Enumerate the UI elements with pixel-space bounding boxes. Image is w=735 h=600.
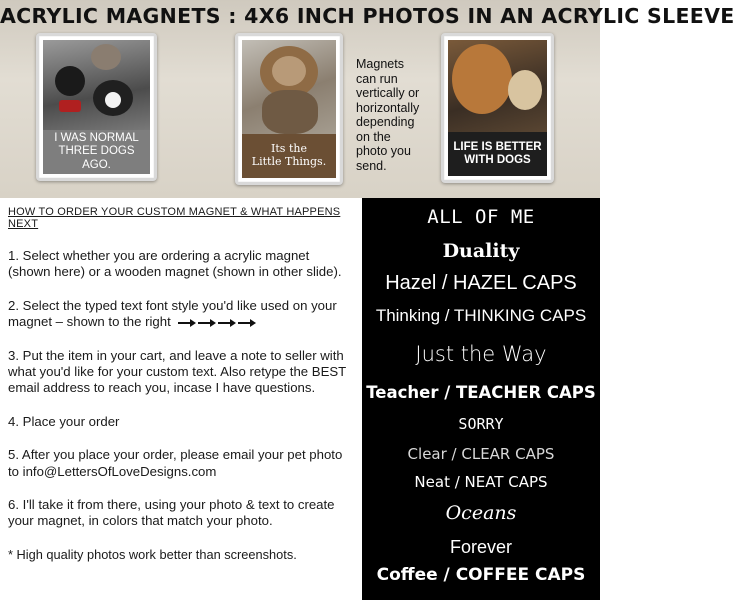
note-line: photo you bbox=[356, 144, 411, 158]
arrows-right-icon bbox=[178, 318, 256, 328]
orientation-note bbox=[356, 57, 434, 173]
note-line: send. bbox=[356, 158, 387, 173]
instruction-step-4: 4. Place your order bbox=[8, 413, 120, 429]
step-text: 2. Select the typed text font style you'd like used on your magnet – shown to the right bbox=[8, 297, 337, 330]
caption-line: I WAS NORMAL bbox=[54, 132, 139, 145]
order-instructions bbox=[0, 198, 362, 600]
magnet-caption-3 bbox=[448, 132, 547, 176]
font-sample-just-the-way: Just the Way bbox=[415, 342, 547, 366]
font-sample-clear: Clear / CLEAR CAPS bbox=[407, 445, 555, 463]
caption-line: THREE DOGS AGO. bbox=[58, 145, 135, 171]
magnet-sample-yorkie bbox=[235, 33, 343, 185]
note-line: can run bbox=[356, 71, 398, 86]
caption-line: Little Things. bbox=[251, 155, 327, 168]
instruction-step-2 bbox=[8, 298, 354, 331]
note-line: vertically or bbox=[356, 86, 420, 100]
caption-line: LIFE IS BETTER bbox=[453, 140, 542, 153]
note-line: horizontally bbox=[356, 100, 420, 115]
font-sample-duality: Duality bbox=[442, 240, 520, 262]
photo-quality-footnote: * High quality photos work better than screenshots. bbox=[8, 546, 297, 562]
font-style-samples bbox=[362, 198, 600, 600]
instruction-step-5: 5. After you place your order, please email your pet photo to info@LettersOfLoveDesigns.com bbox=[8, 447, 343, 479]
magnet-photo-golden-retrievers bbox=[448, 40, 547, 134]
instruction-step-3: 3. Put the item in your cart, and leave a note to seller with what you'd like for your custom text. Also retype the BEST email address to reach you, incase I have questions. bbox=[8, 347, 346, 396]
font-sample-all-of-me: ALL OF ME bbox=[427, 206, 535, 228]
magnet-caption-2 bbox=[242, 134, 336, 178]
instructions-title: HOW TO ORDER YOUR CUSTOM MAGNET & WHAT HAPPENS NEXT bbox=[8, 206, 341, 230]
font-sample-thinking: Thinking / THINKING CAPS bbox=[375, 306, 587, 325]
instruction-step-6: 6. I'll take it from there, using your photo & text to create your magnet, in colors that match your photo. bbox=[8, 497, 335, 529]
note-line: on the bbox=[356, 129, 391, 144]
note-line: depending bbox=[356, 115, 415, 129]
magnet-caption-1 bbox=[43, 130, 150, 174]
font-sample-neat: Neat / NEAT CAPS bbox=[414, 473, 548, 491]
product-banner bbox=[0, 0, 735, 198]
caption-line: Its the bbox=[271, 142, 307, 156]
magnet-sample-golden-retrievers bbox=[441, 33, 554, 183]
font-sample-sorry: SORRY bbox=[458, 415, 504, 433]
magnet-sample-three-dogs bbox=[36, 33, 157, 181]
font-sample-hazel: Hazel / HAZEL CAPS bbox=[385, 272, 577, 294]
font-sample-oceans: Oceans bbox=[445, 502, 517, 524]
magnet-photo-yorkie bbox=[242, 40, 336, 136]
instruction-step-1: 1. Select whether you are ordering a acrylic magnet (shown here) or a wooden magnet (shown in other slide). bbox=[8, 248, 342, 280]
note-line: Magnets bbox=[356, 57, 404, 71]
caption-line: WITH DOGS bbox=[464, 154, 531, 166]
font-sample-coffee: Coffee / COFFEE CAPS bbox=[376, 565, 586, 585]
banner-headline: ACRYLIC MAGNETS : 4X6 INCH PHOTOS IN AN ACRYLIC SLEEVE bbox=[0, 4, 735, 28]
font-sample-forever: Forever bbox=[449, 537, 512, 557]
font-sample-teacher: Teacher / TEACHER CAPS bbox=[366, 383, 596, 402]
magnet-photo-three-dogs bbox=[43, 40, 150, 132]
